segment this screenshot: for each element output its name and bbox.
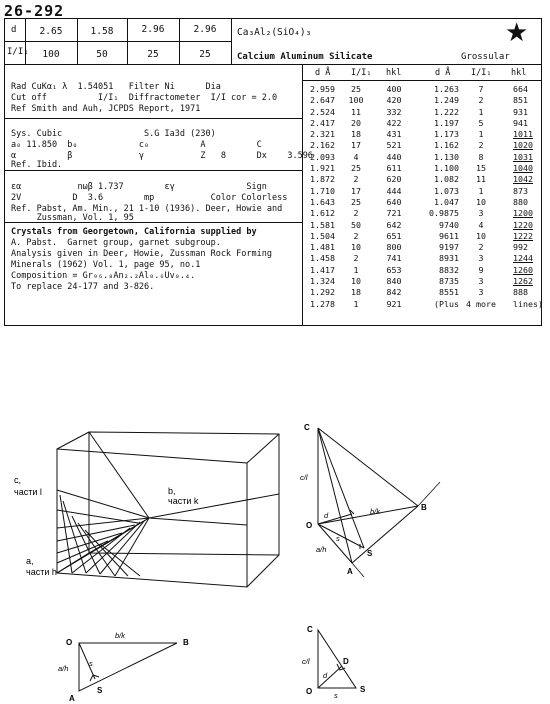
vertex-b: B xyxy=(421,503,427,512)
edge-ob xyxy=(318,506,418,524)
right-d-value: 1.162 xyxy=(434,140,459,151)
right-d-value: 9740 xyxy=(439,219,459,230)
c-axis-letter: c, xyxy=(14,475,22,485)
label-d: d xyxy=(324,511,329,520)
right-d-value: 9611 xyxy=(439,230,459,241)
i-value-1: 100 xyxy=(42,49,60,60)
left-d-value: 1.643 xyxy=(310,196,335,207)
right-hkl-value: 851 xyxy=(513,95,528,106)
left-i-value: 25 xyxy=(351,196,361,207)
left-i-value: 2 xyxy=(353,174,359,185)
right-i-value: 3 xyxy=(478,287,484,298)
right-d-value: 1.130 xyxy=(434,151,459,162)
jcpds-card xyxy=(4,18,542,326)
left-i-value: 1 xyxy=(353,264,359,275)
quality-star-icon: ★ xyxy=(505,18,529,48)
tri2-vertex-o: O xyxy=(306,687,313,696)
b-axis-letter: b, xyxy=(168,486,176,496)
right-hkl-value: 1020 xyxy=(513,140,533,151)
left-d-value: 1.872 xyxy=(310,174,335,185)
left-hkl-value: 620 xyxy=(386,174,402,185)
left-hkl-value: 642 xyxy=(386,219,402,230)
tri2-vertex-c: C xyxy=(307,625,313,634)
right-i-value: 2 xyxy=(478,95,484,106)
left-d-value: 1.278 xyxy=(310,298,335,309)
left-d-value: 1.458 xyxy=(310,253,335,264)
left-i-value: 2 xyxy=(353,253,359,264)
left-hkl-value: 721 xyxy=(386,208,402,219)
c-axis-label: части l xyxy=(14,487,42,497)
left-hkl-value: 800 xyxy=(386,242,402,253)
right-hkl-value: 1244 xyxy=(513,253,533,264)
left-i-value: 4 xyxy=(353,151,359,162)
tri2-vertex-d: D xyxy=(343,657,349,666)
right-hkl-value: 1260 xyxy=(513,264,533,275)
right-d-value: (Plus xyxy=(434,298,459,309)
right-d-column xyxy=(423,84,459,310)
right-i-value: 4 xyxy=(478,219,484,230)
right-hkl-value: 931 xyxy=(513,106,528,117)
left-hkl-value: 400 xyxy=(386,84,402,94)
radiation-line-3: Ref Smith and Auh, JCPDS Report, 1971 xyxy=(11,104,201,114)
left-hkl-value: 422 xyxy=(386,117,402,128)
i-value-2: 50 xyxy=(96,49,108,60)
left-d-value: 1.710 xyxy=(310,185,335,196)
left-i-value: 2 xyxy=(353,230,359,241)
b-axis-label: части k xyxy=(168,496,199,506)
optics-line-4: Zussman, Vol. 1, 95 xyxy=(11,213,134,223)
right-hkl-value: 888 xyxy=(513,287,528,298)
right-d-value: 1.263 xyxy=(434,84,459,94)
left-i-value: 10 xyxy=(351,276,361,287)
tri1-label-b-over-k: b/k xyxy=(115,631,126,640)
right-hkl-value: 1220 xyxy=(513,219,533,230)
chemical-formula: Ca₃Al₂(SiO₄)₃ xyxy=(237,27,312,38)
right-hkl-value: 880 xyxy=(513,196,528,207)
left-i-value: 17 xyxy=(351,140,361,151)
label-s: s xyxy=(336,534,340,543)
right-i-value: 1 xyxy=(478,185,484,196)
right-d-value: 1.249 xyxy=(434,95,459,106)
left-d-value: 2.162 xyxy=(310,140,335,151)
left-d-value: 1.504 xyxy=(310,230,335,241)
unit-cell-figure xyxy=(0,370,300,600)
right-hkl-value: 992 xyxy=(513,242,528,253)
left-i-value: 11 xyxy=(351,106,361,117)
tri2-label-d: d xyxy=(323,671,328,680)
header-hkl-left: hkl xyxy=(386,68,402,78)
right-i-value: 3 xyxy=(478,208,484,219)
d-value-2: 1.58 xyxy=(90,26,114,37)
tri1-label-a-over-h: a/h xyxy=(58,664,69,673)
left-d-value: 1.324 xyxy=(310,276,335,287)
right-i-value: 1 xyxy=(478,129,484,140)
i-label: I/I₁ xyxy=(7,47,29,57)
left-d-value: 2.647 xyxy=(310,95,335,106)
right-i-value: 10 xyxy=(476,196,486,207)
left-i-value: 20 xyxy=(351,117,361,128)
left-i-value: 1 xyxy=(353,298,359,309)
right-hkl-value: 1262 xyxy=(513,276,533,287)
right-hkl-value: 941 xyxy=(513,117,528,128)
notes-line-5: Composition = Gr₉₆.₈An₂.₂Al₀.₆Uv₀.₄. xyxy=(11,271,196,281)
crystal-line-3: α β γ Z 8 Dx 3.596 xyxy=(11,151,313,161)
vertex-a: A xyxy=(347,567,353,576)
left-hkl-value: 842 xyxy=(386,287,402,298)
right-i-value: 7 xyxy=(478,84,484,94)
a-axis-letter: a, xyxy=(26,556,34,566)
right-d-value: 1.082 xyxy=(434,174,459,185)
right-i-value: 11 xyxy=(476,174,486,185)
label-b-over-k: b/k xyxy=(370,507,381,516)
optics-line-1: εα nωβ 1.737 εγ Sign xyxy=(11,182,267,192)
right-i-value: 4 more xyxy=(466,298,496,309)
d-value-4: 2.96 xyxy=(193,24,217,35)
d-label: d xyxy=(11,25,17,35)
right-d-value: 1.073 xyxy=(434,185,459,196)
right-hkl-value: 1011 xyxy=(513,129,533,140)
left-i-column xyxy=(345,84,367,310)
tri1-vertex-s: S xyxy=(97,686,103,695)
i-value-3: 25 xyxy=(147,49,159,60)
vertex-o: O xyxy=(306,521,313,530)
notes-line-3: Analysis given in Deer, Howie, Zussman Rock Forming xyxy=(11,249,272,259)
right-i-value: 2 xyxy=(478,140,484,151)
right-d-value: 1.222 xyxy=(434,106,459,117)
left-hkl-value: 332 xyxy=(386,106,402,117)
radiation-line-2: Cut off I/I₁ Diffractometer I/I cor = 2.0 xyxy=(11,93,278,103)
tri2-label-s: s xyxy=(334,691,338,700)
left-d-value: 1.292 xyxy=(310,287,335,298)
crystal-line-1: Sys. Cubic S.G Ia3d (230) xyxy=(11,129,216,139)
right-hkl-value: 664 xyxy=(513,84,528,94)
right-hkl-value: 873 xyxy=(513,185,528,196)
radiation-line-1: Rad CuKα₁ λ 1.54051 Filter Ni Dia xyxy=(11,82,221,92)
triangle-oab-figure xyxy=(55,625,215,703)
crystal-line-4: Ref. Ibid. xyxy=(11,160,63,170)
right-hkl-column xyxy=(505,84,541,310)
d-value-1: 2.65 xyxy=(39,26,63,37)
right-hkl-value: 1031 xyxy=(513,151,533,162)
left-hkl-value: 521 xyxy=(386,140,402,151)
left-d-value: 2.321 xyxy=(310,129,335,140)
left-d-value: 2.524 xyxy=(310,106,335,117)
left-hkl-value: 651 xyxy=(386,230,402,241)
right-d-value: 8832 xyxy=(439,264,459,275)
right-i-value: 8 xyxy=(478,151,484,162)
right-d-value: 1.173 xyxy=(434,129,459,140)
left-hkl-value: 640 xyxy=(386,196,402,207)
right-hkl-value: 1200 xyxy=(513,208,533,219)
right-i-value: 5 xyxy=(478,117,484,128)
right-d-value: 1.100 xyxy=(434,163,459,174)
left-d-value: 1.481 xyxy=(310,242,335,253)
left-d-value: 1.417 xyxy=(310,264,335,275)
left-d-column xyxy=(305,84,335,310)
left-i-value: 2 xyxy=(353,208,359,219)
right-d-value: 1.047 xyxy=(434,196,459,207)
triangle-cos-figure xyxy=(292,620,412,704)
left-hkl-value: 921 xyxy=(386,298,402,309)
right-hkl-value: lines) xyxy=(513,298,543,309)
right-hkl-value: 1042 xyxy=(513,174,533,185)
right-i-value: 15 xyxy=(476,163,486,174)
notes-line-6: To replace 24-177 and 3-826. xyxy=(11,282,155,292)
left-hkl-value: 420 xyxy=(386,95,402,106)
left-i-value: 25 xyxy=(351,163,361,174)
label-a-over-h: a/h xyxy=(316,545,327,554)
left-d-value: 2.959 xyxy=(310,84,335,94)
left-i-value: 100 xyxy=(348,95,364,106)
right-i-value: 1 xyxy=(478,106,484,117)
crystal-line-2: a₀ 11.850 b₀ c₀ A C xyxy=(11,140,262,150)
tri1-vertex-o: O xyxy=(66,638,73,647)
left-hkl-value: 431 xyxy=(386,129,402,140)
left-i-value: 18 xyxy=(351,129,361,140)
optics-line-2: 2V D 3.6 mp Color Colorless xyxy=(11,193,288,203)
tri1-vertex-b: B xyxy=(183,638,189,647)
card-number: 26-292 xyxy=(4,2,65,20)
right-i-value: 9 xyxy=(478,264,484,275)
right-hkl-value: 1222 xyxy=(513,230,533,241)
left-hkl-value: 741 xyxy=(386,253,402,264)
left-hkl-value: 444 xyxy=(386,185,402,196)
right-i-column xyxy=(465,84,497,310)
header-i-right: I/I₁ xyxy=(471,68,492,78)
i-value-4: 25 xyxy=(199,49,211,60)
tetrahedron-figure xyxy=(290,418,450,578)
tri1-label-s: s xyxy=(89,659,93,668)
left-i-value: 25 xyxy=(351,84,361,94)
header-hkl-right: hkl xyxy=(511,68,527,78)
right-i-value: 10 xyxy=(476,230,486,241)
left-d-value: 1.612 xyxy=(310,208,335,219)
notes-line-1: Crystals from Georgetown, California supplied by xyxy=(11,227,257,237)
right-d-value: 8735 xyxy=(439,276,459,287)
right-d-value: 8931 xyxy=(439,253,459,264)
left-d-value: 2.093 xyxy=(310,151,335,162)
left-d-value: 1.581 xyxy=(310,219,335,230)
vertex-s: S xyxy=(367,549,373,558)
header-i-left: I/I₁ xyxy=(351,68,372,78)
optics-line-3: Ref. Pabst, Am. Min., 21 1-10 (1936). Deer, Howie and xyxy=(11,204,283,214)
a-axis-label: части h xyxy=(26,567,57,577)
tri2-label-c-over-l: c/l xyxy=(302,657,310,666)
header-d-left: d Å xyxy=(315,68,331,78)
d-value-3: 2.96 xyxy=(141,24,165,35)
mineral-name: Grossular xyxy=(461,52,510,62)
left-hkl-value: 653 xyxy=(386,264,402,275)
left-hkl-column xyxy=(379,84,409,310)
left-i-value: 50 xyxy=(351,219,361,230)
right-d-value: 9197 xyxy=(439,242,459,253)
right-i-value: 3 xyxy=(478,276,484,287)
header-d-right: d Å xyxy=(435,68,451,78)
left-hkl-value: 611 xyxy=(386,163,402,174)
left-i-value: 18 xyxy=(351,287,361,298)
notes-line-2: A. Pabst. Garnet group, garnet subgroup. xyxy=(11,238,221,248)
notes-line-4: Minerals (1962) Vol. 1, page 95, no.1 xyxy=(11,260,201,270)
right-i-value: 2 xyxy=(478,242,484,253)
label-c-over-l: c/l xyxy=(300,473,308,482)
tri2-vertex-s: S xyxy=(360,685,366,694)
right-d-value: 0.9875 xyxy=(429,208,459,219)
compound-name: Calcium Aluminum Silicate xyxy=(237,52,373,62)
left-hkl-value: 440 xyxy=(386,151,402,162)
left-d-value: 2.417 xyxy=(310,117,335,128)
right-hkl-value: 1040 xyxy=(513,163,533,174)
left-i-value: 17 xyxy=(351,185,361,196)
right-d-value: 8551 xyxy=(439,287,459,298)
right-d-value: 1.197 xyxy=(434,117,459,128)
left-d-value: 1.921 xyxy=(310,163,335,174)
left-i-value: 10 xyxy=(351,242,361,253)
tri1-vertex-a: A xyxy=(69,694,75,703)
right-i-value: 3 xyxy=(478,253,484,264)
vertex-c: C xyxy=(304,423,310,432)
left-hkl-value: 840 xyxy=(386,276,402,287)
